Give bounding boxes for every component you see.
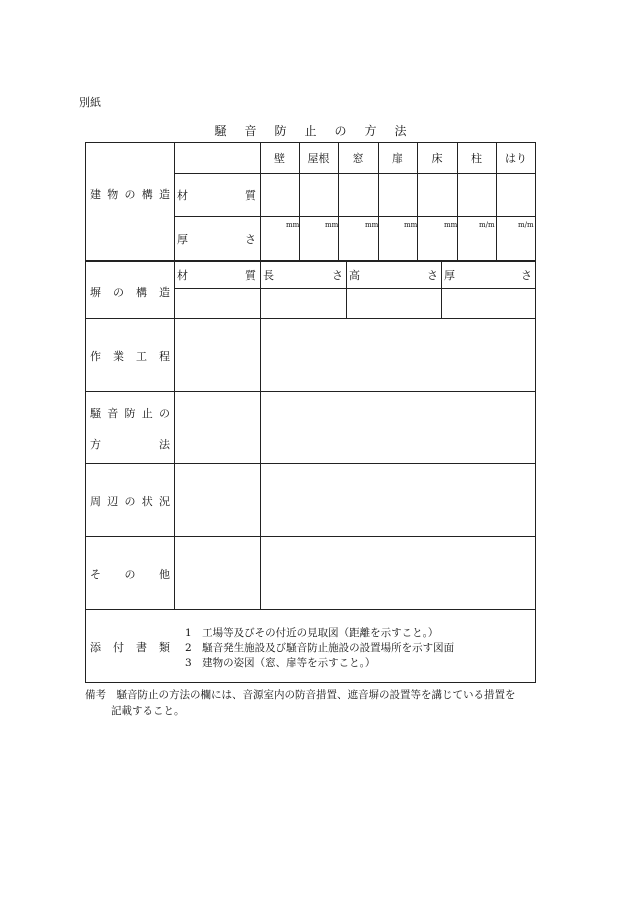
attachment-item: 2 騒音発生施設及び騒音防止施設の設置場所を示す図面 (185, 642, 455, 654)
label-char: 材 (177, 269, 188, 282)
label-char: 塀 (90, 286, 101, 299)
label-char: 辺 (107, 495, 119, 508)
rule (260, 142, 261, 318)
wall-material-label (177, 267, 256, 283)
unit-label: mm (325, 221, 339, 229)
column-floor: 床 (431, 152, 443, 165)
unit-label: mm (404, 221, 418, 229)
label-char: 物 (107, 188, 119, 201)
unit-label: m/m (479, 221, 495, 229)
label-char: 厚 (444, 269, 455, 282)
label-char: の (124, 568, 136, 581)
label-char: さ (427, 269, 438, 282)
label-char: 添 (90, 641, 101, 654)
column-window: 窓 (352, 152, 364, 165)
rule (174, 173, 536, 174)
column-beam: はり (505, 152, 527, 165)
rule (174, 216, 536, 217)
label-char: 付 (113, 641, 124, 654)
wall-length-label (263, 267, 343, 283)
unit-label: mm (444, 221, 458, 229)
label-char: 止 (141, 407, 153, 420)
label-char: 建 (90, 188, 101, 201)
unit-label: m/m (518, 221, 534, 229)
title-char: 音 (244, 124, 257, 138)
label-char: 法 (159, 438, 170, 451)
label-char: そ (90, 568, 101, 581)
attachments-label (90, 639, 170, 655)
rule (174, 142, 175, 609)
remarks-line1: 備考 騒音防止の方法の欄には、音源室内の防音措置、遮音塀の設置等を講じている措置を (85, 689, 516, 701)
column-door: 扉 (392, 152, 403, 165)
unit-label: mm (365, 221, 379, 229)
label-char: 造 (159, 286, 170, 299)
rule (346, 260, 347, 318)
label-char: の (159, 407, 170, 420)
noise-method-label-line2 (90, 436, 170, 452)
work-process-label (90, 348, 170, 364)
label-char: の (113, 286, 124, 299)
label-char: さ (521, 269, 532, 282)
rule (260, 318, 261, 609)
label-char: さ (332, 269, 343, 282)
rule (174, 288, 536, 289)
label-char: 構 (136, 286, 147, 299)
label-char: の (124, 495, 136, 508)
row-thickness-label (177, 231, 256, 247)
label-char: 厚 (177, 233, 188, 246)
wall-thickness-label (444, 267, 532, 283)
label-char: 程 (159, 350, 170, 363)
label-char: 長 (263, 269, 274, 282)
label-char: 周 (90, 495, 101, 508)
rule (85, 536, 536, 537)
rule (85, 609, 536, 610)
rule (85, 463, 536, 464)
rule (85, 260, 536, 262)
label-char: 質 (245, 189, 256, 202)
remarks-line2: 記載すること。 (111, 705, 185, 717)
label-char: 状 (141, 495, 153, 508)
building-structure-label (90, 186, 170, 202)
row-material-label (177, 187, 256, 203)
label-char: 造 (159, 188, 170, 201)
label-char: 業 (113, 350, 124, 363)
annex-label: 別紙 (79, 96, 101, 109)
label-char: 音 (107, 407, 119, 420)
wall-structure-label (90, 284, 170, 300)
noise-method-label-line1 (90, 405, 170, 421)
column-roof: 屋根 (307, 152, 330, 165)
form-title (85, 122, 536, 139)
rule (85, 391, 536, 392)
title-char: 方 (364, 124, 377, 138)
other-label (90, 566, 170, 582)
label-char: 書 (136, 641, 147, 654)
label-char: 質 (245, 269, 256, 282)
title-char: 騒 (214, 124, 227, 138)
title-char: 止 (304, 124, 317, 138)
label-char: 工 (136, 350, 147, 363)
attachment-item: 3 建物の姿図（窓、扉等を示すこと。） (185, 657, 376, 669)
wall-height-label (349, 267, 438, 283)
label-char: 高 (349, 269, 360, 282)
rule (441, 260, 442, 318)
label-char: 況 (159, 495, 170, 508)
label-char: 類 (159, 641, 170, 654)
label-char: 他 (159, 568, 170, 581)
label-char: 騒 (90, 407, 101, 420)
label-char: 方 (90, 438, 101, 451)
label-char: 構 (141, 188, 153, 201)
label-char: さ (245, 233, 256, 246)
title-char: 法 (394, 124, 407, 138)
rule (85, 318, 536, 319)
label-char: 作 (90, 350, 101, 363)
attachment-item: 1 工場等及びその付近の見取図（距離を示すこと。） (185, 627, 439, 639)
column-pillar: 柱 (471, 152, 482, 165)
label-char: 材 (177, 189, 188, 202)
unit-label: mm (286, 221, 300, 229)
title-char: 防 (274, 124, 287, 138)
surroundings-label (90, 493, 170, 509)
title-char: の (334, 124, 347, 138)
label-char: の (124, 188, 136, 201)
column-wall: 壁 (274, 152, 285, 165)
label-char: 防 (124, 407, 136, 420)
